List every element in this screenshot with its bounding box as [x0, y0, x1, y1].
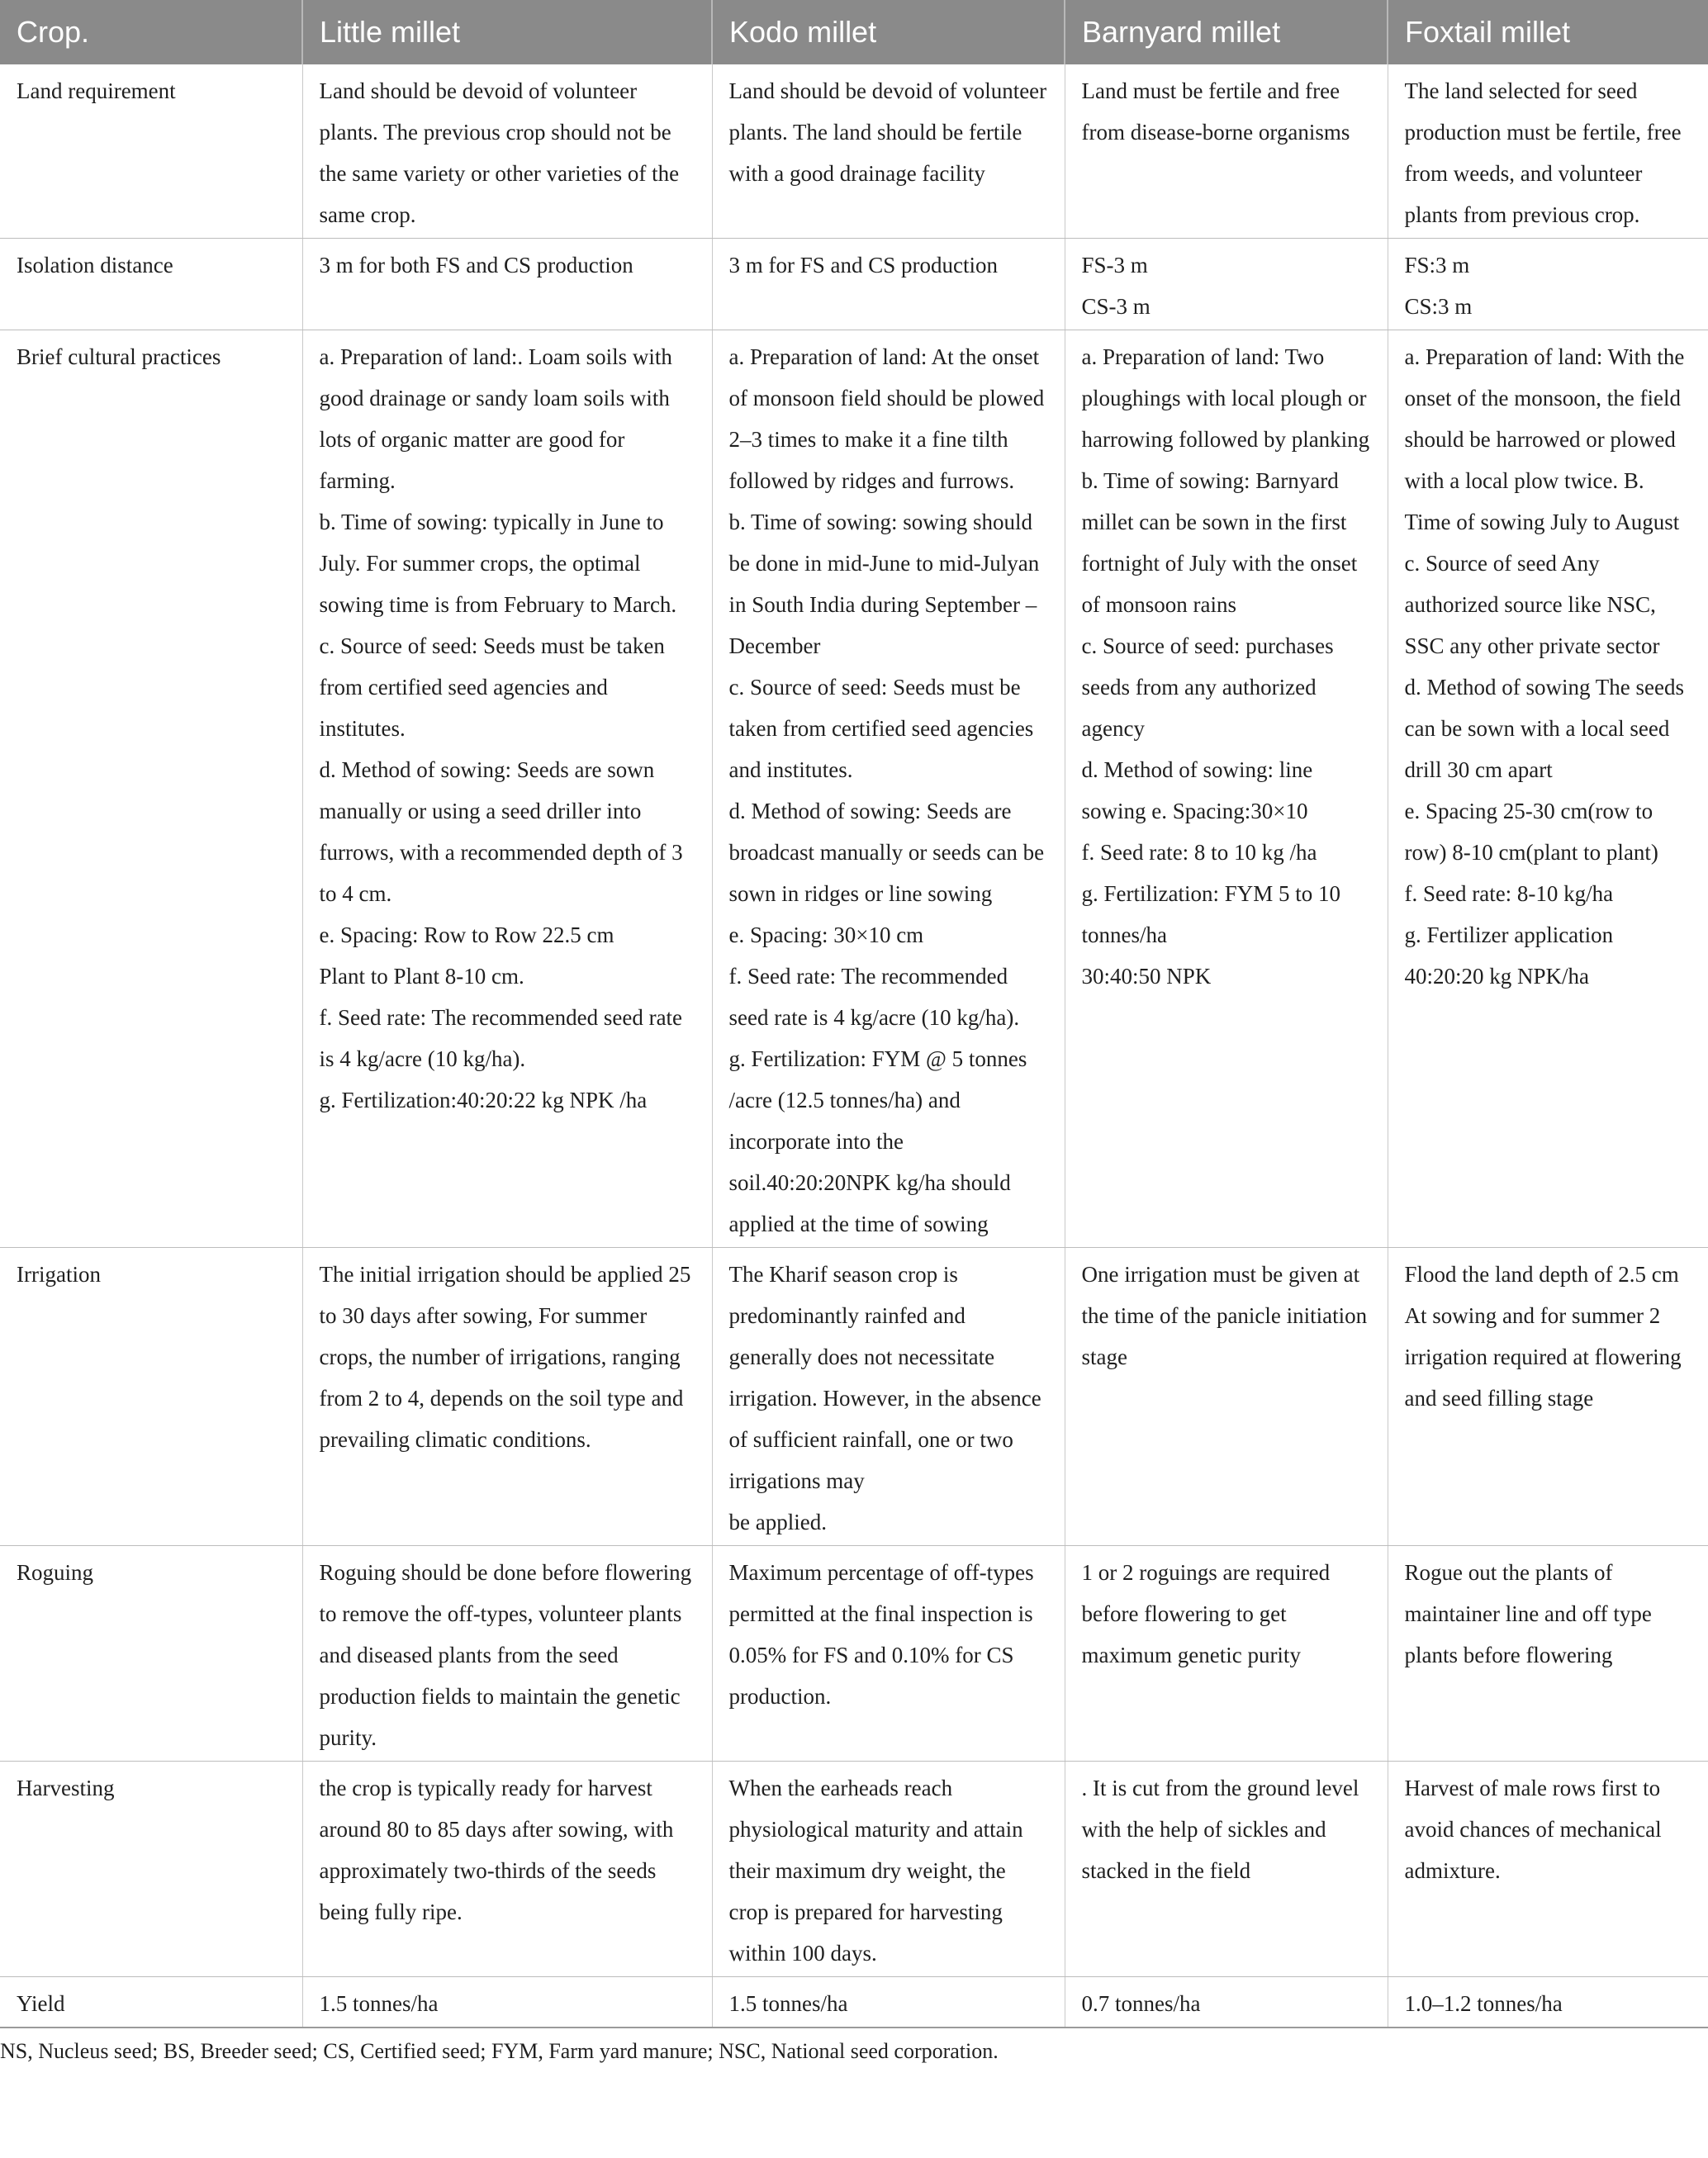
table-cell: Harvest of male rows first to avoid chances of mechanical admixture.	[1388, 1762, 1708, 1977]
table-cell: Land must be fertile and free from disease-borne organisms	[1065, 64, 1388, 239]
table-cell: a. Preparation of land:. Loam soils with good drainage or sandy loam soils with lots of organic matter are good for farming. b. Time of sowing: typically in June to July. For summer crops, the optimal sowing time is from February to March. c. Source of seed: Seeds must be taken from certified seed agencies and institutes. d. Method of sowing: Seeds are sown manually or using a seed driller into furrows, with a recommended depth of 3 to 4 cm. e. Spacing: Row to Row 22.5 cm Plant to Plant 8-10 cm. f. Seed rate: The recommended seed rate is 4 kg/acre (10 kg/ha). g. Fertilization:40:20:22 kg NPK /ha	[302, 330, 712, 1248]
table-row	[0, 64, 1708, 239]
table-cell: 0.7 tonnes/ha	[1065, 1977, 1388, 2028]
table-cell: 3 m for FS and CS production	[712, 239, 1065, 330]
table-cell: The initial irrigation should be applied 25 to 30 days after sowing, For summer crops, the number of irrigations, ranging from 2 to 4, depends on the soil type and prevailing climatic conditions.	[302, 1248, 712, 1546]
table-cell: Land should be devoid of volunteer plants. The previous crop should not be the same variety or other varieties of the same crop.	[302, 64, 712, 239]
table-cell: 1.0–1.2 tonnes/ha	[1388, 1977, 1708, 2028]
table-row	[0, 1248, 1708, 1546]
table-cell: The land selected for seed production must be fertile, free from weeds, and volunteer plants from previous crop.	[1388, 64, 1708, 239]
header-little-millet: Little millet	[302, 0, 712, 64]
header-foxtail-millet: Foxtail millet	[1388, 0, 1708, 64]
table-row	[0, 330, 1708, 1248]
table-cell: FS:3 m CS:3 m	[1388, 239, 1708, 330]
table-cell: a. Preparation of land: At the onset of monsoon field should be plowed 2–3 times to make it a fine tilth followed by ridges and furrows. b. Time of sowing: sowing should be done in mid-June to mid-Julyan in South India during September – December c. Source of seed: Seeds must be taken from certified seed agencies and institutes. d. Method of sowing: Seeds are broadcast manually or seeds can be sown in ridges or line sowing e. Spacing: 30×10 cm f. Seed rate: The recommended seed rate is 4 kg/acre (10 kg/ha). g. Fertilization: FYM @ 5 tonnes /acre (12.5 tonnes/ha) and incorporate into the soil.40:20:20NPK kg/ha should applied at the time of sowing	[712, 330, 1065, 1248]
row-label: Harvesting	[0, 1762, 302, 1977]
table-cell: The Kharif season crop is predominantly rainfed and generally does not necessitate irrigation. However, in the absence of sufficient rainfall, one or two irrigations may be applied.	[712, 1248, 1065, 1546]
table-cell: Roguing should be done before flowering to remove the off-types, volunteer plants and diseased plants from the seed production fields to maintain the genetic purity.	[302, 1546, 712, 1762]
table-row	[0, 1762, 1708, 1977]
table-cell: 1.5 tonnes/ha	[712, 1977, 1065, 2028]
table-cell: 1.5 tonnes/ha	[302, 1977, 712, 2028]
row-label: Brief cultural practices	[0, 330, 302, 1248]
row-label: Irrigation	[0, 1248, 302, 1546]
table-row	[0, 239, 1708, 330]
table-cell: One irrigation must be given at the time of the panicle initiation stage	[1065, 1248, 1388, 1546]
table-cell: . It is cut from the ground level with the help of sickles and stacked in the field	[1065, 1762, 1388, 1977]
header-barnyard-millet: Barnyard millet	[1065, 0, 1388, 64]
header-kodo-millet: Kodo millet	[712, 0, 1065, 64]
table-cell: Land should be devoid of volunteer plants. The land should be fertile with a good drainage facility	[712, 64, 1065, 239]
table-cell: 3 m for both FS and CS production	[302, 239, 712, 330]
table-footnote: NS, Nucleus seed; BS, Breeder seed; CS, Certified seed; FYM, Farm yard manure; NSC, National seed corporation.	[0, 2039, 999, 2063]
table-cell: Rogue out the plants of maintainer line and off type plants before flowering	[1388, 1546, 1708, 1762]
row-label: Roguing	[0, 1546, 302, 1762]
table-cell: FS-3 m CS-3 m	[1065, 239, 1388, 330]
row-label: Yield	[0, 1977, 302, 2028]
header-crop: Crop.	[0, 0, 302, 64]
row-label: Land requirement	[0, 64, 302, 239]
table-cell: a. Preparation of land: With the onset of the monsoon, the field should be harrowed or plowed with a local plow twice. B. Time of sowing July to August c. Source of seed Any authorized source like NSC, SSC any other private sector d. Method of sowing The seeds can be sown with a local seed drill 30 cm apart e. Spacing 25-30 cm(row to row) 8-10 cm(plant to plant) f. Seed rate: 8-10 kg/ha g. Fertilizer application 40:20:20 kg NPK/ha	[1388, 330, 1708, 1248]
header-row	[0, 0, 1708, 64]
table-row	[0, 1546, 1708, 1762]
table-cell: Maximum percentage of off-types permitted at the final inspection is 0.05% for FS and 0.10% for CS production.	[712, 1546, 1065, 1762]
table-row	[0, 1977, 1708, 2028]
table-cell: the crop is typically ready for harvest around 80 to 85 days after sowing, with approximately two-thirds of the seeds being fully ripe.	[302, 1762, 712, 1977]
table-cell: a. Preparation of land: Two ploughings with local plough or harrowing followed by planking b. Time of sowing: Barnyard millet can be sown in the first fortnight of July with the onset of monsoon rains c. Source of seed: purchases seeds from any authorized agency d. Method of sowing: line sowing e. Spacing:30×10 f. Seed rate: 8 to 10 kg /ha g. Fertilization: FYM 5 to 10 tonnes/ha 30:40:50 NPK	[1065, 330, 1388, 1248]
row-label: Isolation distance	[0, 239, 302, 330]
table-cell: 1 or 2 roguings are required before flowering to get maximum genetic purity	[1065, 1546, 1388, 1762]
table-cell: When the earheads reach physiological maturity and attain their maximum dry weight, the crop is prepared for harvesting within 100 days.	[712, 1762, 1065, 1977]
table-cell: Flood the land depth of 2.5 cm At sowing and for summer 2 irrigation required at flowering and seed filling stage	[1388, 1248, 1708, 1546]
